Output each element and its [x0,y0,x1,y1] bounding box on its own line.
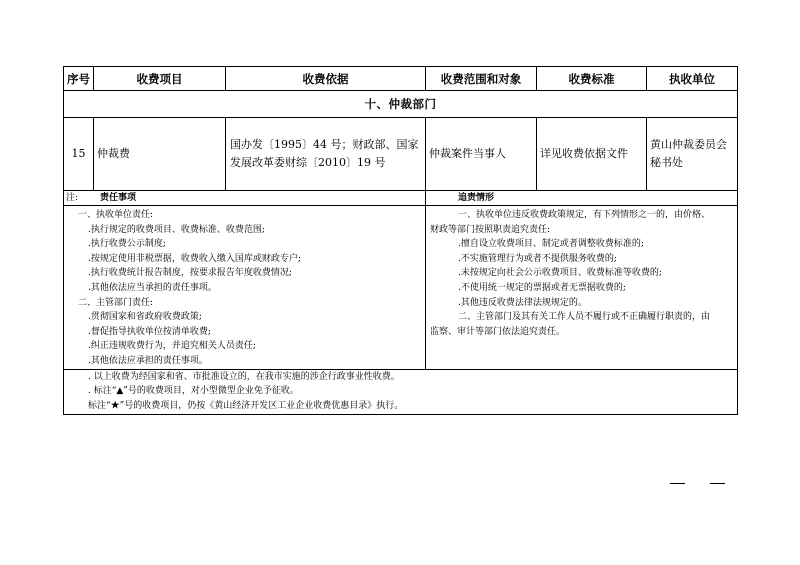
footnotes-row [64,369,738,414]
resp-line: .贯彻国家和省政府收费政策; [88,312,202,323]
footnotes-cell [64,369,738,414]
notes-header-row [64,191,738,206]
table-row [64,118,738,191]
accountability-cell [426,206,738,370]
acc-line: .其他违反收费法律法规规定的。 [458,297,587,308]
resp-line: .其他依法应承担的责任事项。 [88,355,208,366]
department-row [64,91,738,118]
resp-line: .执行规定的收费项目、收费标准、收费范围; [88,224,265,235]
responsibility-title: 责任事项 [100,193,137,203]
resp-line: .执行收费统计报告制度，按要求报告年度收费情况; [88,268,292,279]
acc-line: 二、主管部门及其有关工作人员不履行或不正确履行职责的，由 [458,312,711,323]
acc-line: .不实施管理行为或者不提供服务收费的; [458,253,617,264]
resp-line: 一、执收单位责任: [78,210,154,220]
responsibility-cell [64,206,426,370]
resp-line: .按规定使用非税票据，收费收入缴入国库或财政专户; [88,253,301,264]
notes-header-right [426,191,738,206]
table-header-row [64,67,738,91]
acc-line: .不使用统一规定的票据或者无票据收费的; [458,282,626,293]
resp-line: .其他依法应当承担的责任事项。 [88,282,217,293]
resp-line: 二、主管部门责任: [78,297,154,308]
resp-line: .督促指导执收单位按清单收费; [88,326,211,337]
resp-line: .执行收费公示制度; [88,239,166,250]
accountability-title: 追责情形 [458,193,495,203]
row-basis: 国办发〔1995〕44 号；财政部、国家发展改革委财综〔2010〕19 号 [226,118,426,191]
page-number-dash-left [670,483,685,484]
resp-line: .纠正违规收费行为，并追究相关人员责任; [88,341,256,352]
notes-body-row [64,206,738,370]
row-no: 15 [64,118,94,191]
header-item: 收费项目 [94,67,226,91]
row-unit: 黄山仲裁委员会秘书处 [647,118,738,191]
notes-prefix: 注: [66,193,79,203]
footnote-line: . 以上收费为经国家和省、市批准设立的，在我市实施的涉企行政事业性收费。 [88,371,400,382]
acc-line: .未按规定向社会公示收费项目、收费标准等收费的; [458,268,662,279]
acc-line: 财政等部门按照职责追究责任: [430,224,551,235]
page-number-dash-right [710,483,725,484]
fee-table [63,66,738,415]
header-basis: 收费依据 [226,67,426,91]
header-standard: 收费标准 [537,67,647,91]
row-scope: 仲裁案件当事人 [426,118,537,191]
header-unit: 执收单位 [647,67,738,91]
header-scope: 收费范围和对象 [426,67,537,91]
acc-line: 监察、审计等部门依法追究责任。 [430,326,566,337]
department-title: 十、仲裁部门 [64,91,738,118]
footnote-line: . 标注“▲”号的收费项目，对小型微型企业免予征收。 [88,386,299,397]
notes-header-left [64,191,426,206]
row-standard: 详见收费依据文件 [537,118,647,191]
footnote-line: 标注“★”号的收费项目，仍按《黄山经济开发区工业企业收费优惠目录》执行。 [88,400,404,411]
row-item: 仲裁费 [94,118,226,191]
acc-line: .擅自设立收费项目、制定或者调整收费标准的; [458,239,644,250]
acc-line: 一、执收单位违反收费政策规定，有下列情形之一的，由价格、 [458,210,711,220]
header-no: 序号 [64,67,94,91]
